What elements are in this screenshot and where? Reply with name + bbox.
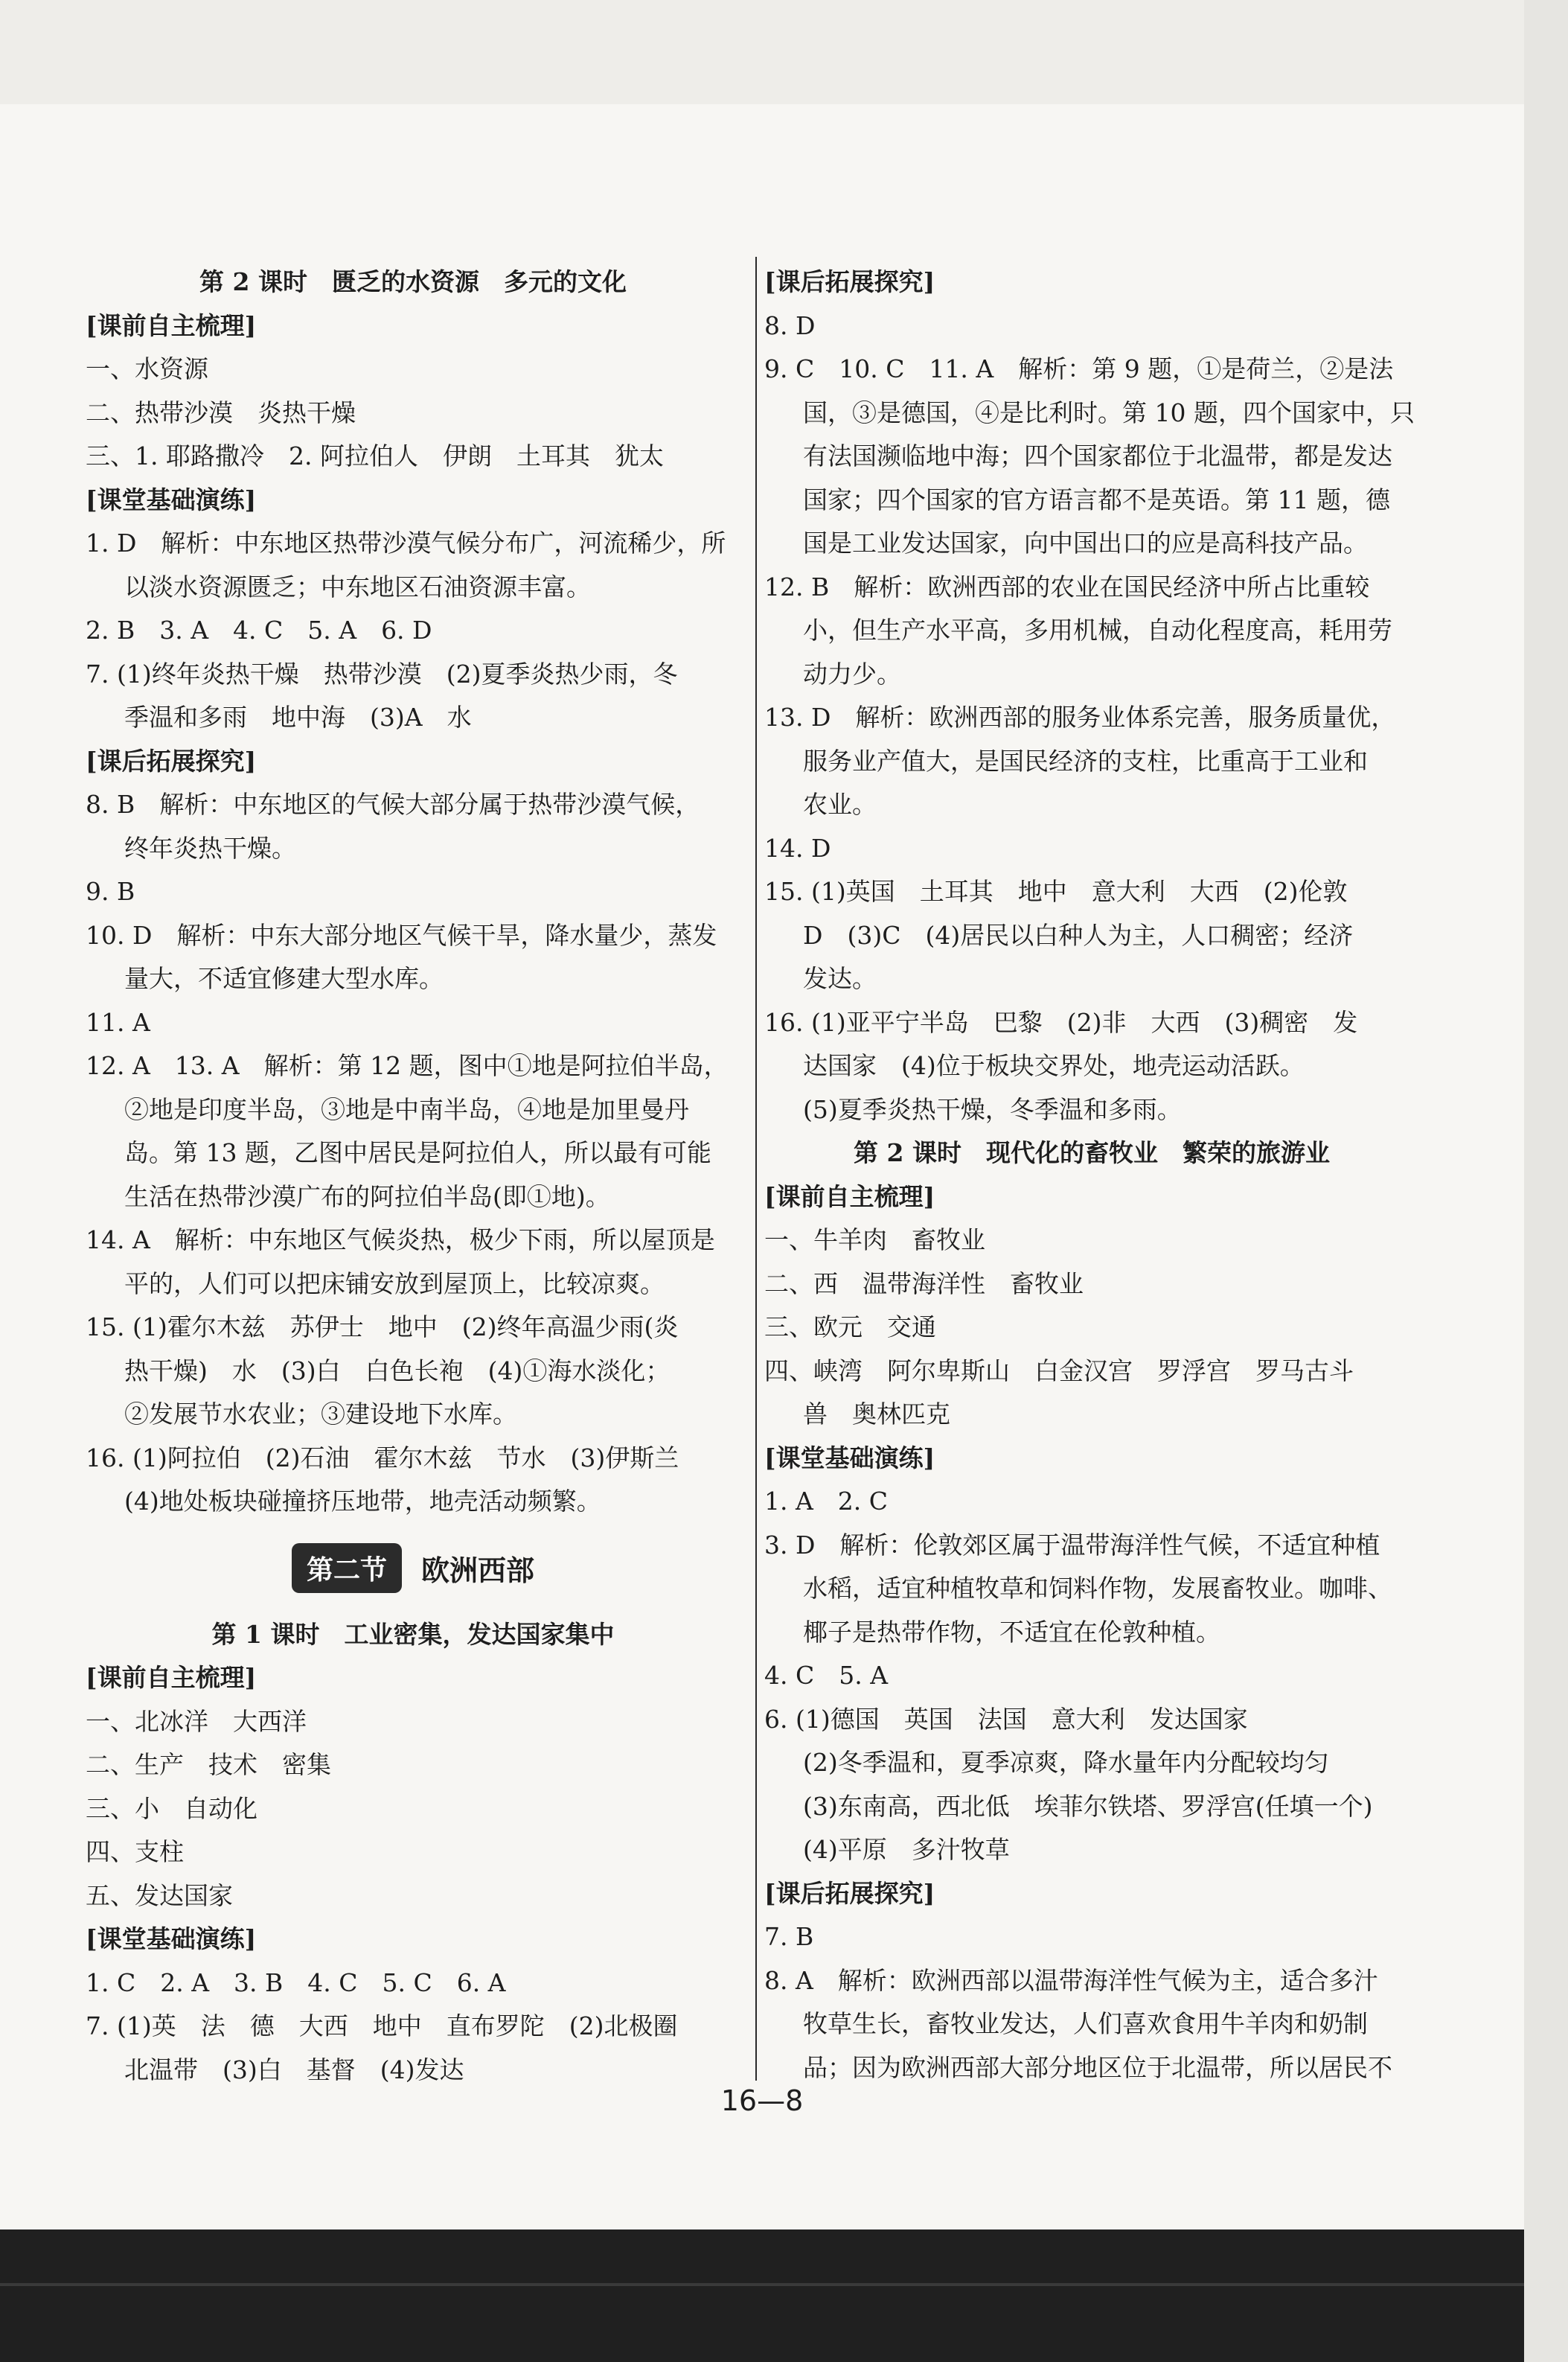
bottom-scan-border <box>0 2229 1524 2362</box>
answer-line: 四、峡湾 阿尔卑斯山 白金汉宫 罗浮宫 罗马古斗 <box>764 1356 1354 1385</box>
answer-line: 小，但生产水平高，多用机械，自动化程度高，耗用劳 <box>803 616 1392 645</box>
answer-line: 2. B 3. A 4. C 5. A 6. D <box>86 616 432 645</box>
answer-line: (5)夏季炎热干燥，冬季温和多雨。 <box>803 1094 1182 1124</box>
page-number: 16—8 <box>720 2084 804 2117</box>
subsection-label: [课前自主梳理] <box>86 1663 257 1692</box>
answer-line: 9. C 10. C 11. A 解析：第 9 题，①是荷兰，②是法 <box>764 354 1394 383</box>
right-column <box>764 261 1419 2090</box>
answer-line: 9. B <box>86 877 135 906</box>
answer-line: 7. (1)终年炎热干燥 热带沙漠 (2)夏季炎热少雨，冬 <box>86 659 678 689</box>
answer-line: ②发展节水农业；③建设地下水库。 <box>124 1399 517 1429</box>
answer-line: 热干燥) 水 (3)白 白色长袍 (4)①海水淡化； <box>124 1356 671 1385</box>
answer-line: 14. D <box>764 833 831 863</box>
answer-line: 五、发达国家 <box>86 1880 233 1910</box>
left-column <box>86 261 740 2092</box>
answer-line: 8. D <box>764 310 816 340</box>
answer-line: 16. (1)亚平宁半岛 巴黎 (2)非 大西 (3)稠密 发 <box>764 1007 1358 1037</box>
answer-line: 1. D 解析：中东地区热带沙漠气候分布广，河流稀少，所 <box>86 529 726 558</box>
lesson-heading: 第 2 课时 匮乏的水资源 多元的文化 <box>199 267 627 296</box>
answer-line: 16. (1)阿拉伯 (2)石油 霍尔木兹 节水 (3)伊斯兰 <box>86 1443 679 1472</box>
subsection-label: [课后拓展探究] <box>764 267 935 296</box>
answer-line: 品；因为欧洲西部大部分地区位于北温带，所以居民不 <box>803 2052 1392 2082</box>
answer-line: 15. (1)英国 土耳其 地中 意大利 大西 (2)伦敦 <box>764 877 1348 906</box>
answer-line: D (3)C (4)居民以白种人为主，人口稠密；经济 <box>803 920 1354 950</box>
answer-line: 一、牛羊肉 畜牧业 <box>764 1225 985 1254</box>
answer-line: 四、支柱 <box>86 1837 184 1866</box>
scan-edge <box>1524 0 1568 2362</box>
answer-line: 达国家 (4)位于板块交界处，地壳运动活跃。 <box>803 1051 1305 1080</box>
section-name: 欧洲西部 <box>421 1554 535 1587</box>
answer-line: 椰子是热带作物，不适宜在伦敦种植。 <box>803 1617 1220 1647</box>
answer-line: 兽 奥林匹克 <box>803 1399 950 1429</box>
answer-line: 北温带 (3)白 基督 (4)发达 <box>124 2055 464 2084</box>
answer-line: (4)平原 多汁牧草 <box>803 1835 1010 1864</box>
answer-line: 二、热带沙漠 炎热干燥 <box>86 398 356 427</box>
answer-line: 终年炎热干燥。 <box>124 833 296 863</box>
answer-line: 发达。 <box>803 964 877 993</box>
answer-line: 7. B <box>764 1922 814 1951</box>
answer-line: 生活在热带沙漠广布的阿拉伯半岛(即①地)。 <box>124 1181 610 1211</box>
answer-line: 有法国濒临地中海；四个国家都位于北温带，都是发达 <box>803 441 1392 470</box>
scan-stripe <box>0 2283 1524 2286</box>
answer-line: 7. (1)英 法 德 大西 地中 直布罗陀 (2)北极圈 <box>86 2011 678 2040</box>
answer-line: 二、西 温带海洋性 畜牧业 <box>764 1268 1084 1298</box>
answer-line: 三、欧元 交通 <box>764 1312 936 1341</box>
subsection-label: [课前自主梳理] <box>86 310 257 340</box>
answer-line: ②地是印度半岛，③地是中南半岛，④地是加里曼丹 <box>124 1094 689 1124</box>
answer-line: 季温和多雨 地中海 (3)A 水 <box>124 703 472 732</box>
answer-line: 14. A 解析：中东地区气候炎热，极少下雨，所以屋顶是 <box>86 1225 715 1254</box>
answer-line: 12. B 解析：欧洲西部的农业在国民经济中所占比重较 <box>764 572 1370 601</box>
answer-line: 国家；四个国家的官方语言都不是英语。第 11 题，德 <box>803 485 1390 514</box>
answer-line: 三、小 自动化 <box>86 1793 257 1823</box>
answer-line: 国是工业发达国家，向中国出口的应是高科技产品。 <box>803 529 1368 558</box>
answer-line: 10. D 解析：中东大部分地区气候干旱，降水量少，蒸发 <box>86 920 717 950</box>
top-margin <box>0 0 1524 104</box>
column-divider <box>755 257 757 2081</box>
answer-line: 一、北冰洋 大西洋 <box>86 1706 307 1736</box>
subsection-label: [课后拓展探究] <box>86 746 257 776</box>
answer-line: 15. (1)霍尔木兹 苏伊士 地中 (2)终年高温少雨(炎 <box>86 1312 679 1341</box>
answer-line: 平的，人们可以把床铺安放到屋顶上，比较凉爽。 <box>124 1268 665 1298</box>
answer-line: (4)地处板块碰撞挤压地带，地壳活动频繁。 <box>124 1487 601 1516</box>
answer-line: 动力少。 <box>803 659 901 689</box>
answer-line: 1. C 2. A 3. B 4. C 5. C 6. A <box>86 1967 506 1997</box>
answer-line: (3)东南高，西北低 埃菲尔铁塔、罗浮宫(任填一个) <box>803 1791 1373 1821</box>
answer-line: 11. A <box>86 1007 150 1037</box>
answer-line: 13. D 解析：欧洲西部的服务业体系完善，服务质量优， <box>764 703 1396 732</box>
answer-line: 二、生产 技术 密集 <box>86 1750 331 1779</box>
lesson-heading: 第 2 课时 现代化的畜牧业 繁荣的旅游业 <box>854 1138 1330 1167</box>
section-heading <box>86 1524 740 1613</box>
subsection-label: [课堂基础演练] <box>764 1443 935 1472</box>
answer-line: 量大，不适宜修建大型水库。 <box>124 964 444 993</box>
subsection-label: [课后拓展探究] <box>764 1878 935 1908</box>
answer-line: 水稻，适宜种植牧草和饲料作物，发展畜牧业。咖啡、 <box>803 1574 1392 1603</box>
lesson-heading: 第 1 课时 工业密集，发达国家集中 <box>211 1619 615 1649</box>
answer-line: 岛。第 13 题，乙图中居民是阿拉伯人，所以最有可能 <box>124 1138 711 1167</box>
answer-line: 服务业产值大，是国民经济的支柱，比重高于工业和 <box>803 746 1368 776</box>
answer-line: 3. D 解析：伦敦郊区属于温带海洋性气候，不适宜种植 <box>764 1530 1380 1560</box>
answer-line: 1. A 2. C <box>764 1487 889 1516</box>
answer-line: 农业。 <box>803 790 877 819</box>
answer-line: (2)冬季温和，夏季凉爽，降水量年内分配较均匀 <box>803 1748 1329 1777</box>
answer-line: 12. A 13. A 解析：第 12 题，图中①地是阿拉伯半岛， <box>86 1051 729 1080</box>
answer-line: 三、1. 耶路撒冷 2. 阿拉伯人 伊朗 土耳其 犹太 <box>86 441 664 470</box>
section-badge: 第二节 <box>292 1543 402 1593</box>
subsection-label: [课前自主梳理] <box>764 1181 935 1211</box>
answer-line: 牧草生长，畜牧业发达，人们喜欢食用牛羊肉和奶制 <box>803 2009 1368 2038</box>
subsection-label: [课堂基础演练] <box>86 1924 257 1953</box>
answer-line: 以淡水资源匮乏；中东地区石油资源丰富。 <box>124 572 591 601</box>
answer-line: 一、水资源 <box>86 354 208 383</box>
answer-line: 4. C 5. A <box>764 1661 889 1690</box>
answer-line: 国，③是德国，④是比利时。第 10 题，四个国家中，只 <box>803 398 1415 427</box>
subsection-label: [课堂基础演练] <box>86 485 257 514</box>
answer-line: 8. A 解析：欧洲西部以温带海洋性气候为主，适合多汁 <box>764 1965 1378 1995</box>
answer-line: 8. B 解析：中东地区的气候大部分属于热带沙漠气候， <box>86 790 700 819</box>
answer-line: 6. (1)德国 英国 法国 意大利 发达国家 <box>764 1704 1248 1734</box>
